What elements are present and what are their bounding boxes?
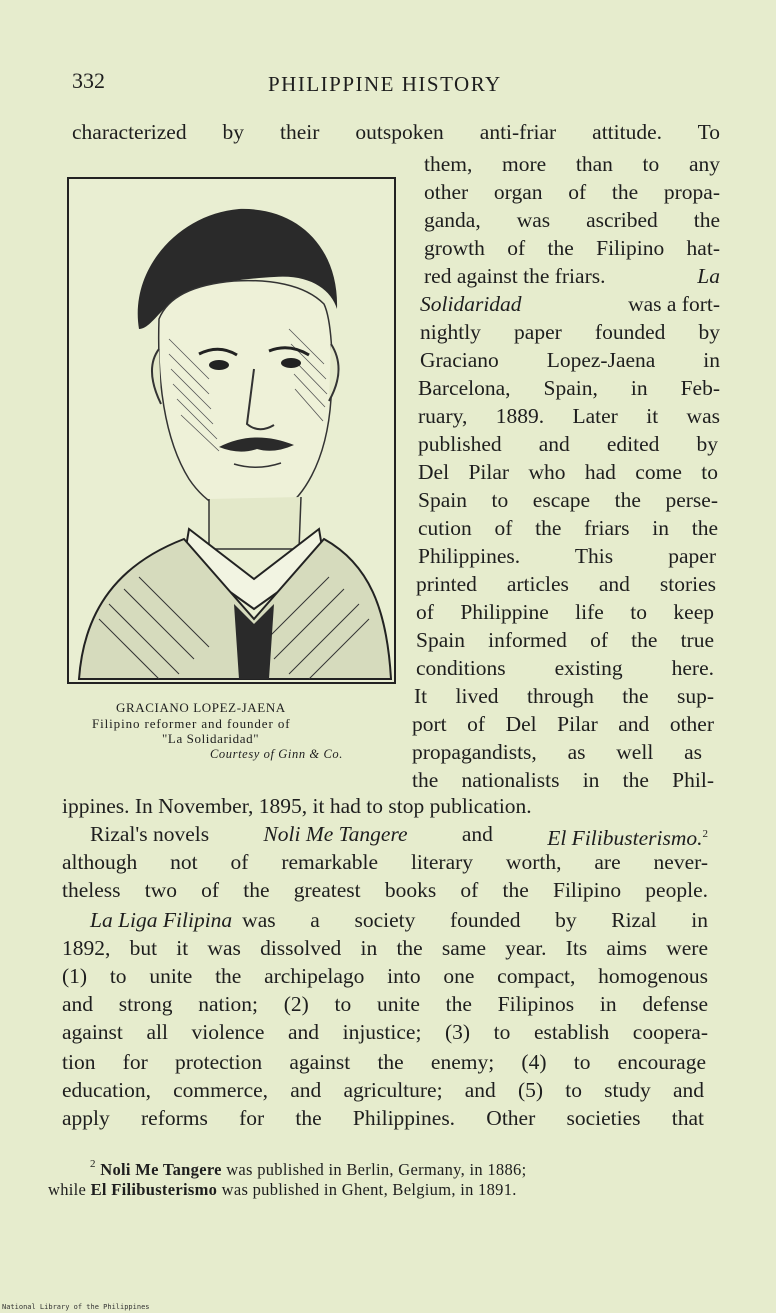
italic-title: La Liga Filipina bbox=[90, 908, 233, 932]
page-number: 332 bbox=[72, 68, 105, 93]
body-line: education, commerce, and agriculture; and (5) to study and bbox=[62, 1078, 704, 1102]
footnote-marker: 2 bbox=[90, 1158, 96, 1170]
body-text bbox=[547, 820, 708, 848]
caption-name: GRACIANO LOPEZ-JAENA bbox=[116, 700, 286, 715]
footnote-title: Noli Me Tangere bbox=[100, 1160, 222, 1179]
italic-title: El Filibusterismo. bbox=[547, 826, 703, 850]
footnote-text: was published in Berlin, Germany, in 1886; bbox=[226, 1160, 527, 1179]
body-line bbox=[90, 820, 708, 848]
body-line: published and edited by bbox=[418, 432, 718, 456]
body-line: apply reforms for the Philippines. Other societies that bbox=[62, 1106, 704, 1130]
body-line: the nationalists in the Phil- bbox=[412, 768, 714, 792]
footnote-text: was published in Ghent, Belgium, in 1891. bbox=[221, 1180, 517, 1199]
body-line: Barcelona, Spain, in Feb- bbox=[418, 376, 720, 400]
body-line: ippines. In November, 1895, it had to stop publication. bbox=[62, 794, 532, 818]
body-line: ganda, was ascribed the bbox=[424, 208, 720, 232]
body-text: was a fort- bbox=[628, 292, 720, 316]
footnote-marker: 2 bbox=[702, 828, 708, 840]
body-text: and bbox=[461, 822, 493, 846]
running-title: PHILIPPINE HISTORY bbox=[268, 72, 502, 96]
body-line: other organ of the propa- bbox=[424, 180, 720, 204]
body-line: Spain to escape the perse- bbox=[418, 488, 718, 512]
caption-paper: "La Solidaridad" bbox=[162, 731, 260, 746]
footnote-title: El Filibusterismo bbox=[90, 1180, 218, 1199]
italic-title: Solidaridad bbox=[420, 292, 522, 316]
body-line: tion for protection against the enemy; (4) to encourage bbox=[62, 1050, 706, 1074]
portrait-engraving bbox=[69, 179, 394, 682]
body-line: characterized by their outspoken anti-friar attitude. To bbox=[72, 120, 720, 144]
body-line: although not of remarkable literary worth, are never- bbox=[62, 850, 708, 874]
body-line: printed articles and stories bbox=[416, 572, 716, 596]
body-line: of Philippine life to keep bbox=[416, 600, 714, 624]
library-stamp: National Library of the Philippines bbox=[2, 1303, 150, 1311]
portrait-frame bbox=[67, 177, 396, 684]
body-line: ruary, 1889. Later it was bbox=[418, 404, 720, 428]
body-line: Philippines. This paper bbox=[418, 544, 716, 568]
body-line: Del Pilar who had come to bbox=[418, 460, 718, 484]
body-line: propagandists, as well as bbox=[412, 740, 702, 764]
footnote-line bbox=[48, 1180, 517, 1200]
body-line: cution of the friars in the bbox=[418, 516, 718, 540]
body-line: them, more than to any bbox=[424, 152, 720, 176]
italic-title: La bbox=[697, 264, 720, 288]
body-line: Graciano Lopez-Jaena in bbox=[420, 348, 720, 372]
caption-credit: Courtesy of Ginn & Co. bbox=[210, 747, 343, 761]
body-text: was a society founded by Rizal in bbox=[242, 908, 708, 932]
body-line: against all violence and injustice; (3) to establish coopera- bbox=[62, 1020, 708, 1044]
body-line: nightly paper founded by bbox=[420, 320, 720, 344]
body-line: conditions existing here. bbox=[416, 656, 714, 680]
body-line: (1) to unite the archipelago into one compact, homogenous bbox=[62, 964, 708, 988]
body-text: red against the friars. bbox=[424, 264, 606, 288]
footnote-text: while bbox=[48, 1180, 87, 1199]
italic-title: Noli Me Tangere bbox=[263, 822, 408, 846]
body-line: growth of the Filipino hat- bbox=[424, 236, 720, 260]
body-line: Spain informed of the true bbox=[416, 628, 714, 652]
body-line: port of Del Pilar and other bbox=[412, 712, 714, 736]
body-line: theless two of the greatest books of the Filipino people. bbox=[62, 878, 708, 902]
body-text: Rizal's novels bbox=[90, 822, 210, 846]
body-line bbox=[420, 290, 720, 318]
footnote-line bbox=[90, 1158, 526, 1180]
body-line: and strong nation; (2) to unite the Filipinos in defense bbox=[62, 992, 708, 1016]
caption-role: Filipino reformer and founder of bbox=[92, 716, 291, 731]
body-line bbox=[90, 906, 708, 934]
body-line: It lived through the sup- bbox=[414, 684, 714, 708]
body-line: 1892, but it was dissolved in the same year. Its aims were bbox=[62, 936, 708, 960]
body-line bbox=[424, 262, 720, 290]
